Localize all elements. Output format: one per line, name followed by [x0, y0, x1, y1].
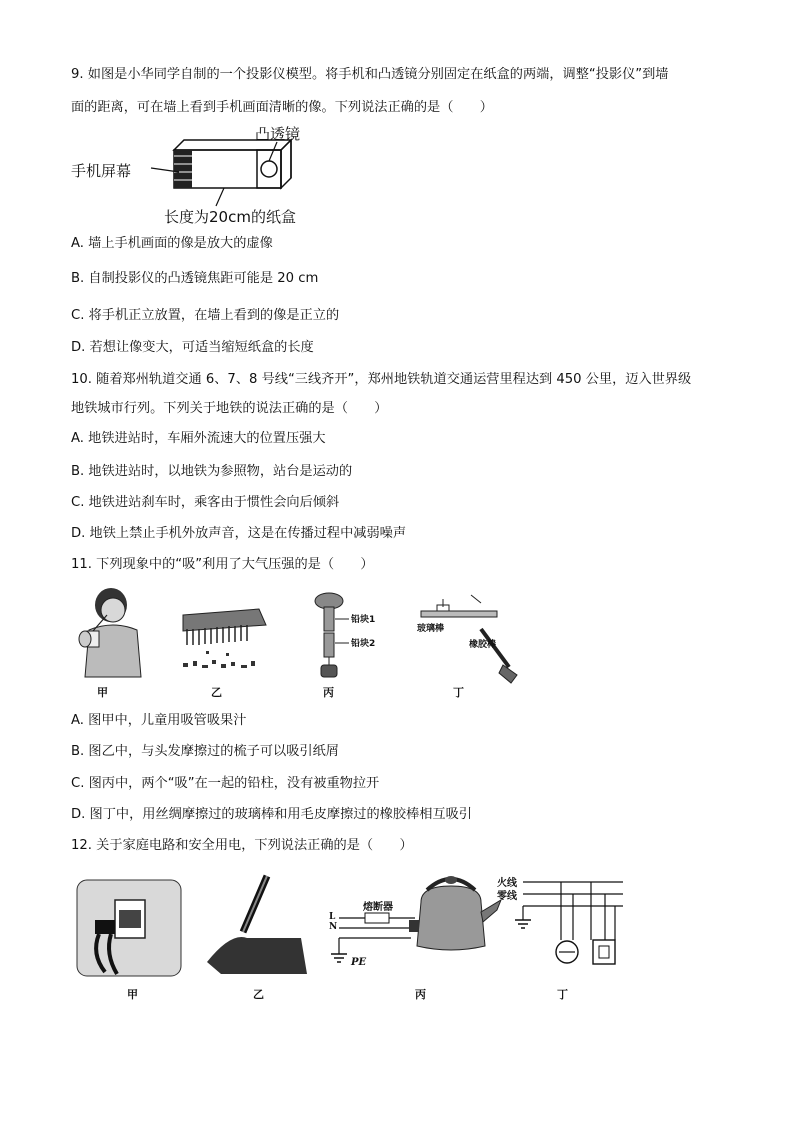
fig-ding-label: 丁 [557, 988, 568, 1001]
child-with-straw-illustration [79, 588, 141, 677]
fig-jia-label: 甲 [97, 686, 108, 699]
q9-option-d: D. 若想让像变大，可适当缩短纸盒的长度 [71, 340, 314, 355]
pe-label: PE [351, 957, 367, 968]
q9-stem-line1: 9. 如图是小华同学自制的一个投影仪模型。将手机和凸透镜分别固定在纸盒的两端，调整“投影仪”到墙 [71, 67, 669, 82]
neutral-wire-label: 零线 [497, 891, 517, 902]
comb-paper-illustration [183, 609, 266, 668]
household-wiring-diagram [515, 882, 623, 964]
neutral-N-label: N [329, 922, 338, 932]
q9-projector-figure [71, 120, 371, 230]
lead2-label: 铅块2 [351, 639, 376, 649]
rubber-rod-label: 橡胶棒 [469, 640, 497, 650]
q10-option-a: A. 地铁进站时，车厢外流速大的位置压强大 [71, 431, 326, 446]
q9-option-c: C. 将手机正立放置，在墙上看到的像是正立的 [71, 308, 340, 323]
q10-stem-line2: 地铁城市行列。下列关于地铁的说法正确的是（ ） [71, 401, 388, 416]
q11-option-a: A. 图甲中，儿童用吸管吸果汁 [71, 713, 247, 728]
live-L-label: L [329, 912, 336, 922]
q10-stem-line1: 10. 随着郑州轨道交通 6、7、8 号线“三线齐开”，郑州地铁轨道交通运营里程达到 450 公里，迈入世界级 [71, 372, 692, 387]
lead1-label: 铅块1 [351, 615, 376, 625]
fig-ding-label: 丁 [453, 686, 464, 699]
q10-option-d: D. 地铁上禁止手机外放声音，这是在传播过程中减弱噪声 [71, 526, 407, 541]
q9-option-a: A. 墙上手机画面的像是放大的虚像 [71, 236, 273, 251]
glass-rod-label: 玻璃棒 [417, 624, 445, 634]
q9-option-b: B. 自制投影仪的凸透镜焦距可能是 20 cm [71, 271, 319, 286]
q11-illustrations [71, 585, 531, 697]
test-pen-illustration [207, 876, 307, 974]
phone-screen-label: 手机屏幕 [71, 162, 132, 180]
lens-label: 凸透镜 [255, 125, 301, 143]
q11-option-c: C. 图丙中，两个“吸”在一起的铅柱，没有被重物拉开 [71, 776, 380, 791]
kettle-circuit-illustration [331, 876, 501, 962]
q12-stem: 12. 关于家庭电路和安全用电，下列说法正确的是（ ） [71, 838, 413, 853]
fig-yi-label: 乙 [211, 686, 222, 699]
q11-figures [71, 585, 531, 697]
q11-option-d: D. 图丁中，用丝绸摩擦过的玻璃棒和用毛皮摩擦过的橡胶棒相互吸引 [71, 807, 472, 822]
fig-bing-label: 丙 [323, 686, 334, 699]
q10-option-c: C. 地铁进站刹车时，乘客由于惯性会向后倾斜 [71, 495, 340, 510]
q11-stem: 11. 下列现象中的“吸”利用了大气压强的是（ ） [71, 557, 374, 572]
q12-figures [71, 862, 631, 1002]
fuse-label: 熔断器 [363, 902, 393, 913]
q12-illustrations [71, 862, 631, 1002]
fig-jia-label: 甲 [127, 988, 138, 1001]
box-length-label: 长度为20cm的纸盒 [164, 208, 296, 226]
live-wire-label: 火线 [497, 878, 517, 889]
q9-stem-line2: 面的距离，可在墙上看到手机画面清晰的像。下列说法正确的是（ ） [71, 100, 493, 115]
q10-option-b: B. 地铁进站时，以地铁为参照物，站台是运动的 [71, 464, 353, 479]
q11-option-b: B. 图乙中，与头发摩擦过的梳子可以吸引纸屑 [71, 744, 339, 759]
lead-cylinders-illustration [315, 593, 349, 677]
fig-yi-label: 乙 [253, 988, 264, 1001]
fig-bing-label: 丙 [415, 988, 426, 1001]
wall-socket-illustration [77, 880, 181, 976]
